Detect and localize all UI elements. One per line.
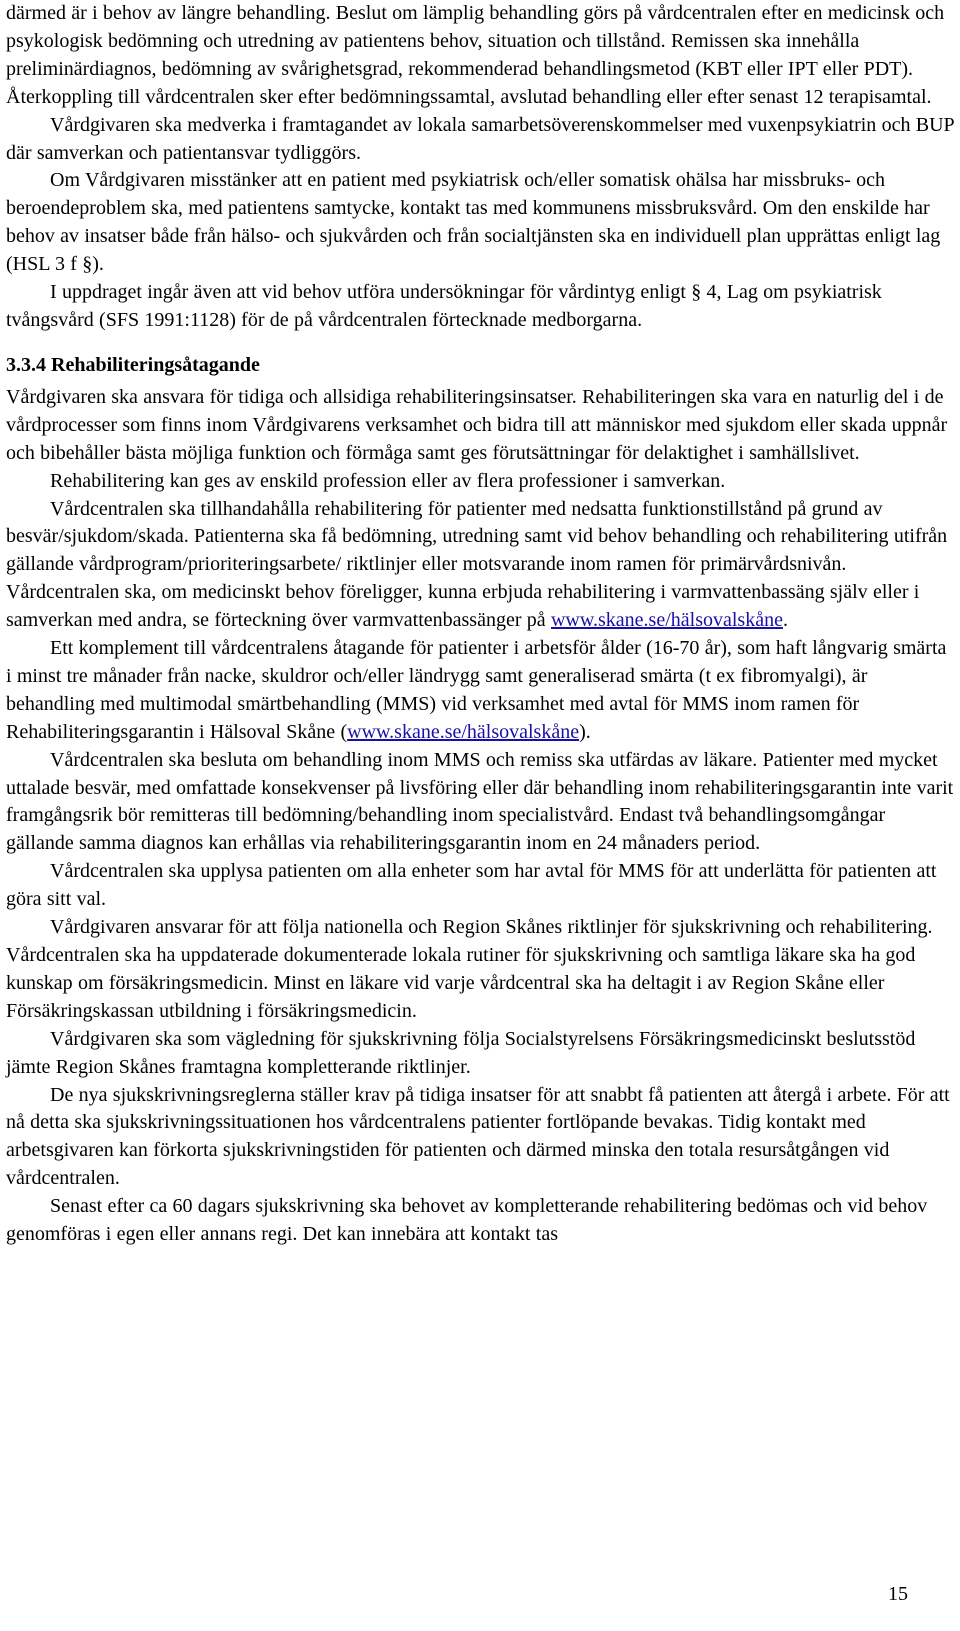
paragraph-text: .: [782, 609, 788, 632]
skane-hyperlink[interactable]: www.skane.se/hälsovalskåne: [347, 720, 580, 743]
skane-hyperlink[interactable]: www.skane.se/hälsovalskåne: [550, 609, 783, 632]
paragraph: De nya sjukskrivningsreglerna ställer krav på tidiga insatser för att snabbt få patienten att återgå i arbete. För att nå detta ska sjukskrivningssituationen hos vårdcentralens patienter fortlöpande bevakas. Tidig kontakt med arbetsgivaren kan förkorta sjukskrivningstiden för patienten och därmed minska den totala resursåtgången vid vårdcentralen.: [6, 1083, 950, 1190]
paragraph: Vårdcentralen ska besluta om behandling inom MMS och remiss ska utfärdas av läkare. Patienter med mycket uttalade besvär, med omfattade konsekvenser på livsföring eller där behandling inom rehabiliteringsgarantin inte varit framgångsrik bör remitteras till bedömning/behandling inom specialistvård. Endast två behandlingsomgångar gällande samma diagnos kan erhållas via rehabiliteringsgarantin inom en 24 månaders period.: [6, 748, 954, 855]
paragraph: I uppdraget ingår även att vid behov utföra undersökningar för vårdintyg enligt § 4, Lag om psykiatrisk tvångsvård (SFS 1991:1128) för de på vårdcentralen förtecknade medborgarna.: [6, 281, 882, 331]
paragraph: Vårdgivaren ska medverka i framtagandet av lokala samarbetsöverenskommelser med vuxenpsykiatrin och BUP där samverkan och patientansvar tydliggörs.: [6, 113, 954, 164]
text-column: [6, 0, 954, 1249]
page-number: 15: [888, 1583, 908, 1605]
paragraph: Vårdcentralen ska upplysa patienten om alla enheter som har avtal för MMS för att underlätta för patienten att göra sitt val.: [6, 860, 937, 911]
paragraph: Vårdgivaren ska som vägledning för sjukskrivning följa Socialstyrelsens Försäkringsmedicinskt beslutsstöd jämte Region Skånes framtagna kompletterande riktlinjer.: [6, 1027, 916, 1078]
paragraph-text: ).: [579, 720, 591, 743]
paragraph: Rehabilitering kan ges av enskild profession eller av flera professioner i samverkan.: [50, 469, 726, 492]
paragraph: [6, 496, 954, 636]
paragraph: Senast efter ca 60 dagars sjukskrivning ska behovet av kompletterande rehabilitering bedömas och vid behov genomföras i egen eller annans regi. Det kan innebära att kontakt tas: [6, 1195, 928, 1246]
paragraph: därmed är i behov av längre behandling. Beslut om lämplig behandling görs på vårdcentralen efter en medicinsk och psykologisk bedömning och utredning av patientens behov, situation och tillstånd. Remissen ska innehålla preliminärdiagnos, bedömning av svårighetsgrad, rekommenderad behandlingsmetod (KBT eller IPT eller PDT). Återkoppling till vårdcentralen sker efter bedömningssamtal, avslutad behandling eller efter senast 12 terapisamtal.: [6, 2, 945, 108]
paragraph: Vårdgivaren ansvarar för att följa nationella och Region Skånes riktlinjer för sjukskrivning och rehabilitering. Vårdcentralen ska ha uppdaterade dokumenterade lokala rutiner för sjukskrivning och samtliga läkare ska ha god kunskap om försäkringsmedicin. Minst en läkare vid varje vårdcentral ska ha deltagit i av Region Skåne eller Försäkringskassan utbildning i försäkringsmedicin.: [6, 916, 933, 1022]
paragraph-text: Ett komplement till vårdcentralens åtagande för patienter i arbetsför ålder (16-70 år), som haft långvarig smärta i minst tre månader från nacke, skuldror och/eller ländrygg samt generaliserad smärta (t ex fibromyalgi), är behandling med multimodal smärtbehandling (MMS) vid verksamhet med avtal för MMS inom ramen för Rehabiliteringsgarantin i Hälsoval Skåne (: [6, 637, 947, 743]
paragraph: [6, 635, 954, 747]
paragraph-text: Vårdcentralen ska tillhandahålla rehabilitering för patienter med nedsatta funktionstillstånd på grund av besvär/sjukdom/skada. Patienterna ska få bedömning, utredning samt vid behov behandling och rehabilitering utifrån gällande vårdprogram/prioriteringsarbete/ riktlinjer eller motsvarande inom ramen för primärvårdsnivån. Vårdcentralen ska, om medicinskt behov föreligger, kunna erbjuda rehabilitering i varmvattenbassäng själv eller i samverkan med andra, se förteckning över varmvattenbassänger på: [6, 497, 948, 632]
paragraph: Vårdgivaren ska ansvara för tidiga och allsidiga rehabiliteringsinsatser. Rehabiliteringen ska vara en naturlig del i de vårdprocesser som finns inom Vårdgivarens verksamhet och bidra till att människor med sjukdom eller skada uppnår och bibehåller bästa möjliga funktion och förmåga samt ges förutsättningar för delaktighet i samhällslivet.: [6, 385, 948, 464]
section-heading: 3.3.4 Rehabiliteringsåtagande: [6, 353, 260, 376]
paragraph: Om Vårdgivaren misstänker att en patient med psykiatrisk och/eller somatisk ohälsa har missbruks- och beroendeproblem ska, med patientens samtycke, kontakt tas med kommunens missbruksvård. Om den enskilde har behov av insatser både från hälso- och sjukvården och från socialtjänsten ska en individuell plan upprättas enligt lag (HSL 3 f §).: [6, 169, 941, 276]
